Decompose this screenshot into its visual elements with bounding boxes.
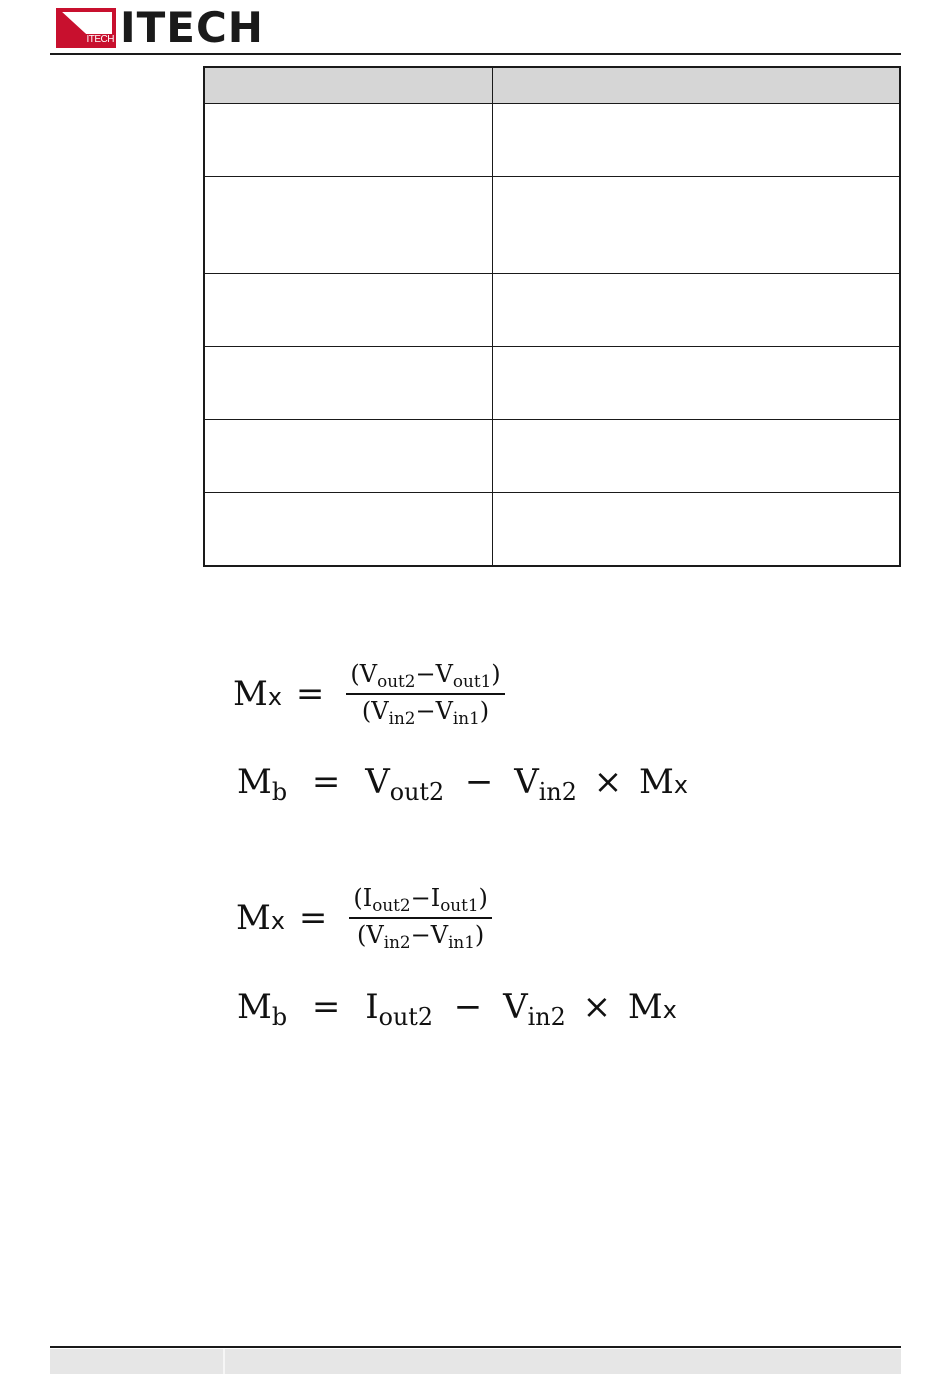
fraction bbox=[349, 884, 492, 952]
table-cell bbox=[493, 347, 901, 420]
table-cell bbox=[493, 104, 901, 177]
table-header-cell bbox=[204, 67, 493, 104]
fraction-denominator: $(V_{in2}-V_{in1})$ bbox=[361, 697, 490, 729]
fraction-numerator: $(I_{out2}-I_{out1})$ bbox=[349, 884, 492, 919]
fraction bbox=[346, 660, 504, 728]
formula-mb-voltage: $M_b = V_{out2} - V_{in2} \times Mx$ bbox=[237, 762, 688, 807]
formula-mb-current: $M_b = I_{out2} - V_{in2} \times Mx$ bbox=[237, 987, 677, 1032]
table-row bbox=[204, 104, 900, 177]
table-cell bbox=[204, 420, 493, 493]
footer-divider bbox=[50, 1346, 901, 1348]
formula-mx-voltage bbox=[233, 660, 505, 728]
table-cell bbox=[204, 347, 493, 420]
fraction-numerator: $(V_{out2}-V_{out1})$ bbox=[346, 660, 504, 695]
itech-logo bbox=[56, 3, 264, 52]
equals-sign: = bbox=[295, 674, 325, 715]
table-cell bbox=[493, 493, 901, 566]
spec-table bbox=[203, 66, 901, 567]
table-cell bbox=[493, 420, 901, 493]
table-row bbox=[204, 420, 900, 493]
footer-separator bbox=[223, 1349, 225, 1374]
table-cell bbox=[204, 274, 493, 347]
table-row bbox=[204, 347, 900, 420]
formula-mx-current bbox=[236, 884, 492, 952]
header-divider bbox=[50, 53, 901, 55]
table-row bbox=[204, 274, 900, 347]
table-cell bbox=[493, 177, 901, 274]
table-row bbox=[204, 177, 900, 274]
table-header-row bbox=[204, 67, 900, 104]
formula-lhs: Mx bbox=[233, 674, 282, 715]
equals-sign: = bbox=[298, 898, 328, 939]
table-cell bbox=[493, 274, 901, 347]
logo-tag-text: ITECH bbox=[86, 34, 114, 45]
table-cell bbox=[204, 177, 493, 274]
table-row bbox=[204, 493, 900, 566]
fraction-denominator: $(V_{in2}-V_{in1})$ bbox=[357, 921, 485, 953]
formula-lhs: Mx bbox=[236, 898, 285, 939]
itech-logo-mark bbox=[56, 8, 116, 48]
footer-band bbox=[50, 1349, 901, 1374]
table-cell bbox=[204, 104, 493, 177]
table-cell bbox=[204, 493, 493, 566]
logo-wordmark: ITECH bbox=[120, 3, 264, 52]
table-header-cell bbox=[493, 67, 901, 104]
